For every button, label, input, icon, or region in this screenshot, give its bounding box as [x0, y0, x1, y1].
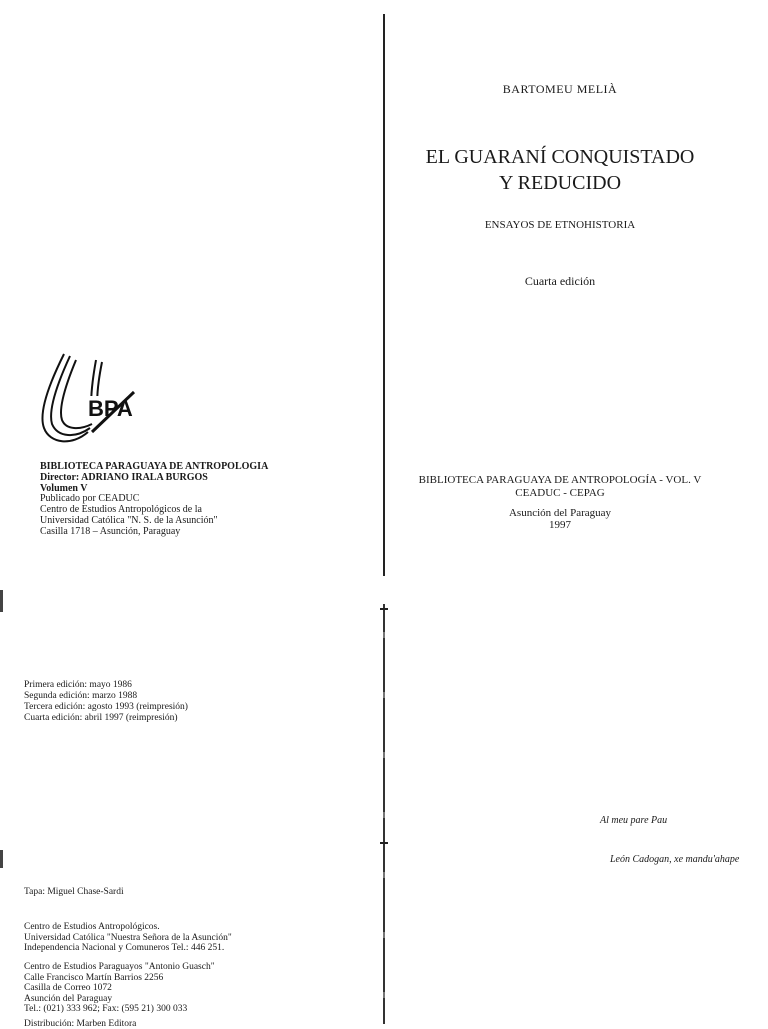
gutter-mark	[380, 608, 388, 610]
edition-history-line: Segunda edición: marzo 1988	[24, 691, 138, 701]
edition-history	[24, 680, 188, 724]
imprint-line: Director: ADRIANO IRALA BURGOS	[40, 471, 208, 483]
author-name: BARTOMEU MELIÀ	[502, 82, 618, 96]
edition-history-line: Cuarta edición: abril 1997 (reimpresión)	[24, 713, 178, 723]
page-gutter-bottom	[383, 604, 385, 1024]
publication-place	[420, 507, 700, 531]
publisher-address-2	[24, 962, 215, 1015]
address-line: Tel.: (021) 333 962; Fax: (595 21) 300 033	[24, 1004, 188, 1014]
page-gutter-top	[383, 14, 385, 576]
publisher-address-1	[24, 922, 232, 954]
edition-label: Cuarta edición	[524, 274, 596, 288]
cover-credit: Tapa: Miguel Chase-Sardi	[24, 887, 124, 897]
book-subtitle: ENSAYOS DE ETNOHISTORIA	[484, 219, 636, 231]
title-line-1: EL GUARANÍ CONQUISTADO	[425, 146, 695, 168]
series-line-1: BIBLIOTECA PARAGUAYA DE ANTROPOLOGÍA - VOL. V	[418, 474, 702, 486]
edition-history-line: Tercera edición: agosto 1993 (reimpresión)	[24, 702, 188, 712]
distribution-credit: Distribución: Marben Editora	[24, 1019, 137, 1029]
title-line-2: Y REDUCIDO	[498, 172, 622, 194]
address-line: Centro de Estudios Paraguayos "Antonio Guasch"	[24, 962, 215, 972]
bpa-logo-icon	[36, 352, 146, 462]
address-line: Casilla de Correo 1072	[24, 983, 112, 993]
series-info	[400, 474, 720, 500]
address-line: Centro de Estudios Antropológicos.	[24, 922, 160, 932]
imprint-line: BIBLIOTECA PARAGUAYA DE ANTROPOLOGIA	[40, 461, 269, 472]
imprint-block	[40, 462, 268, 538]
series-line-2: CEADUC - CEPAG	[515, 487, 605, 499]
dedication-line-1: Al meu pare Pau	[600, 815, 668, 826]
place-text: Asunción del Paraguay	[508, 507, 612, 519]
address-line: Calle Francisco Martín Barrios 2256	[24, 972, 164, 983]
dedication-line-2: León Cadogan, xe mandu'ahape	[610, 854, 740, 865]
dedication	[600, 815, 739, 865]
address-line: Asunción del Paraguay	[24, 993, 113, 1004]
imprint-line: Publicado por CEADUC	[40, 493, 140, 505]
edition-history-line: Primera edición: mayo 1986	[24, 680, 132, 690]
year-text: 1997	[549, 519, 571, 531]
edge-mark	[0, 850, 3, 868]
address-line: Universidad Católica "Nuestra Señora de la Asunción"	[24, 932, 232, 943]
book-title	[395, 144, 725, 196]
imprint-line: Casilla 1718 – Asunción, Paraguay	[40, 525, 181, 537]
address-line: Independencia Nacional y Comuneros Tel.: 446 251.	[24, 943, 225, 953]
logo-lettering: BPA	[88, 396, 133, 421]
imprint-line: Centro de Estudios Antropológicos de la	[40, 504, 202, 516]
edge-mark	[0, 590, 3, 612]
imprint-line: Universidad Católica "N. S. de la Asunción"	[40, 514, 218, 526]
gutter-mark	[380, 842, 388, 844]
imprint-line: Volumen V	[40, 482, 88, 494]
